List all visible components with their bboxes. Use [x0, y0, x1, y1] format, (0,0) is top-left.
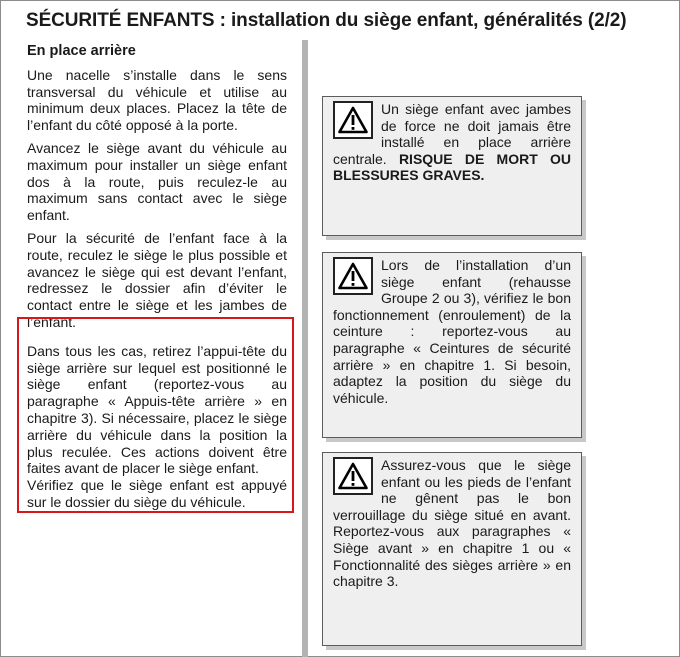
warning-triangle-icon — [333, 457, 373, 495]
warning-triangle-icon — [333, 257, 373, 295]
warning-triangle-icon — [333, 101, 373, 139]
warning-emphasis: RISQUE DE MORT OU BLESSURES GRAVES. — [333, 150, 571, 184]
paragraph-headrest: Dans tous les cas, retirez l’appui-tête du siège arrière sur lequel est positionné le siège enfant (reportez-vous au paragraphe « Appuis-tête arrière » en chapitre 3). Si nécessaire, placez le siège arrière du véhicule dans la position la plus reculée. Ces actions doivent être faites avant de placer le siège enfant. — [27, 342, 287, 477]
paragraph-nacelle: Une nacelle s’installe dans le sens transversal du véhicule et utilise au minimum deux places. Placez la tête de l’enfant du côté opposé à la porte. — [27, 66, 287, 134]
column-divider — [302, 40, 308, 657]
warning-box-seat-locking — [322, 452, 582, 646]
warning-box-booster-belt — [322, 252, 582, 438]
highlight-frame — [17, 317, 294, 513]
page-title: SÉCURITÉ ENFANTS : installation du siège enfant, généralités (2/2) — [26, 10, 627, 31]
paragraph-forward-facing: Pour la sécurité de l’enfant face à la route, reculez le siège le plus possible et avancez le siège qui est devant l’enfant, redressez le dossier afin d’éviter le contact entre le siège et les jambes de l’enfant. — [27, 229, 287, 330]
warning-text: Lors de l’installation d’un siège enfant (rehausse Groupe 2 ou 3), vérifiez le bon fonctionnement (enroulement) de la ceinture : reportez-vous au paragraphe « Ceintures de sécurité arrière » en chapitre 1. Si besoin, adaptez la position du siège du véhicule. — [333, 257, 571, 406]
warning-text: Assurez-vous que le siège enfant ou les pieds de l’enfant ne gênent pas le bon verrouillage du siège situé en avant. Reportez-vous aux paragraphes « Siège avant » en chapitre 1 ou « Fonctionnalité des sièges arrière » en chapitre 3. — [333, 457, 571, 590]
section-heading: En place arrière — [27, 43, 136, 59]
paragraph-check-backrest: Vérifiez que le siège enfant est appuyé sur le dossier du siège du véhicule. — [27, 477, 287, 510]
paragraph-front-seat: Avancez le siège avant du véhicule au maximum pour installer un siège enfant dos à la route, puis reculez-le au maximum sans contact avec le siège enfant. — [27, 139, 287, 224]
warning-box-support-legs — [322, 96, 582, 236]
warning-text: Un siège enfant avec jambes de force ne doit jamais être installé en place arrière centrale. — [333, 101, 571, 167]
